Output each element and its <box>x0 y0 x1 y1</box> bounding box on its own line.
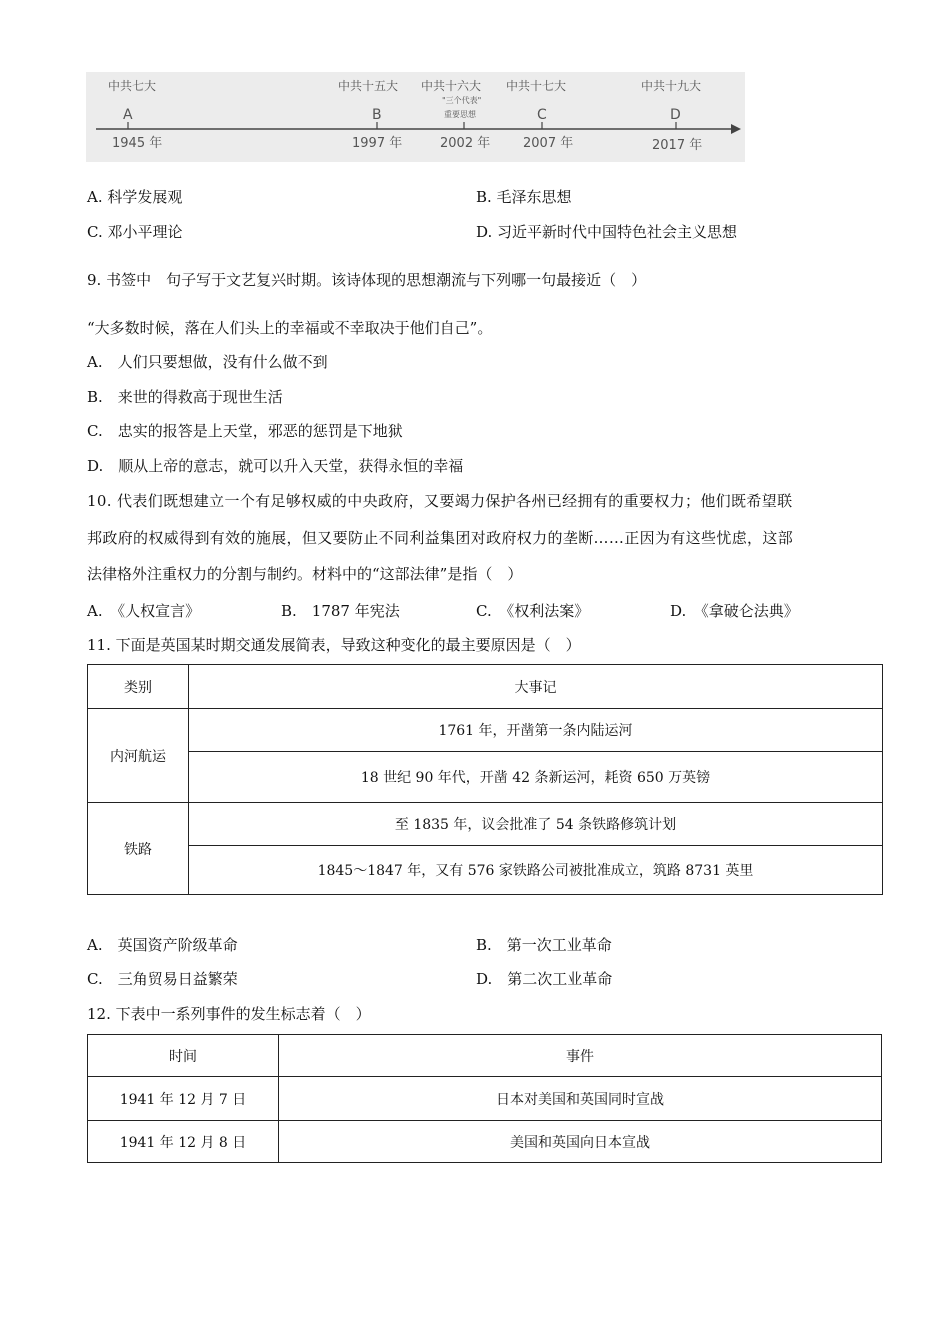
q9-stem: 9. 书签中 句子写于文艺复兴时期。该诗体现的思想潮流与下列哪一句最接近（ ） <box>87 271 647 289</box>
q10-option-a[interactable]: A. 《人权宣言》 <box>87 602 201 620</box>
q8-option-b[interactable]: B. 毛泽东思想 <box>476 188 572 206</box>
q12-header-event: 事件 <box>279 1035 882 1077</box>
q12-row1-time: 1941 年 12 月 7 日 <box>88 1077 279 1121</box>
q10-option-d[interactable]: D. 《拿破仑法典》 <box>670 602 799 620</box>
tl-note-line2: 重要思想 <box>444 110 476 119</box>
tl-year-16: 2002 年 <box>440 136 491 151</box>
q11-table <box>87 664 883 895</box>
q11-stem: 11. 下面是英国某时期交通发展简表，导致这种变化的最主要原因是（ ） <box>87 636 581 654</box>
q9-option-b[interactable]: B. 来世的得救高于现世生活 <box>87 388 283 406</box>
q9-option-c[interactable]: C. 忠实的报答是上天堂，邪恶的惩罚是下地狱 <box>87 422 403 440</box>
tl-note-line1: "三个代表" <box>442 96 482 105</box>
q8-option-d[interactable]: D. 习近平新时代中国特色社会主义思想 <box>476 223 738 241</box>
tl-congress-16: 中共十六大 <box>421 79 482 93</box>
q8-option-c[interactable]: C. 邓小平理论 <box>87 223 183 241</box>
q11-canal-event-2: 18 世纪 90 年代，开凿 42 条新运河，耗资 650 万英镑 <box>189 752 883 803</box>
q11-header-events: 大事记 <box>189 665 883 709</box>
q11-option-d[interactable]: D. 第二次工业革命 <box>476 970 613 988</box>
tl-year-b: 1997 年 <box>352 136 403 151</box>
q10-stem-line3: 法律格外注重权力的分割与制约。材料中的“这部法律”是指（ ） <box>87 565 523 583</box>
tl-year-d: 2017 年 <box>652 138 703 153</box>
q10-option-c[interactable]: C. 《权利法案》 <box>476 602 590 620</box>
tl-letter-c: C <box>537 107 547 123</box>
q11-cat-rail: 铁路 <box>88 803 189 895</box>
tl-congress-d: 中共十九大 <box>641 79 702 93</box>
q11-header-category: 类别 <box>88 665 189 709</box>
q12-row2-time: 1941 年 12 月 8 日 <box>88 1121 279 1163</box>
tl-year-a: 1945 年 <box>112 136 163 151</box>
q12-row2-event: 美国和英国向日本宣战 <box>279 1121 882 1163</box>
table-row <box>88 1077 882 1121</box>
tl-letter-d: D <box>670 107 681 123</box>
q12-header-time: 时间 <box>88 1035 279 1077</box>
tl-year-c: 2007 年 <box>523 136 574 151</box>
table-row <box>88 1121 882 1163</box>
tl-letter-a: A <box>123 107 133 123</box>
q12-table <box>87 1034 882 1163</box>
q11-option-b[interactable]: B. 第一次工业革命 <box>476 936 612 954</box>
q9-quote: “大多数时候，落在人们头上的幸福或不幸取决于他们自己”。 <box>87 319 493 337</box>
q8-option-a[interactable]: A. 科学发展观 <box>87 188 183 206</box>
tl-letter-b: B <box>372 107 382 123</box>
q11-rail-event-1: 至 1835 年，议会批准了 54 条铁路修筑计划 <box>189 803 883 846</box>
tl-congress-b: 中共十五大 <box>338 79 399 93</box>
tl-congress-c: 中共十七大 <box>506 79 567 93</box>
tl-congress-a: 中共七大 <box>108 79 157 93</box>
q10-stem-line1: 10. 代表们既想建立一个有足够权威的中央政府，又要竭力保护各州已经拥有的重要权力；他们既希望联 <box>87 492 793 510</box>
q11-cat-canal: 内河航运 <box>88 709 189 803</box>
q11-canal-event-1: 1761 年，开凿第一条内陆运河 <box>189 709 883 752</box>
timeline-svg <box>86 72 745 162</box>
q12-row1-event: 日本对美国和英国同时宣战 <box>279 1077 882 1121</box>
q9-option-a[interactable]: A. 人们只要想做，没有什么做不到 <box>87 353 328 371</box>
q10-stem-line2: 邦政府的权威得到有效的施展，但又要防止不同利益集团对政府权力的垄断……正因为有这些忧虑，这部 <box>87 529 794 547</box>
q12-stem: 12. 下表中一系列事件的发生标志着（ ） <box>87 1005 371 1023</box>
timeline-figure <box>86 72 745 162</box>
q11-rail-event-2: 1845～1847 年，又有 576 家铁路公司被批准成立，筑路 8731 英里 <box>189 846 883 895</box>
q11-option-a[interactable]: A. 英国资产阶级革命 <box>87 936 238 954</box>
q9-option-d[interactable]: D. 顺从上帝的意志，就可以升入天堂，获得永恒的幸福 <box>87 457 464 475</box>
q10-option-b[interactable]: B. 1787 年宪法 <box>281 602 400 620</box>
timeline-arrow-icon <box>731 124 741 134</box>
q11-option-c[interactable]: C. 三角贸易日益繁荣 <box>87 970 238 988</box>
